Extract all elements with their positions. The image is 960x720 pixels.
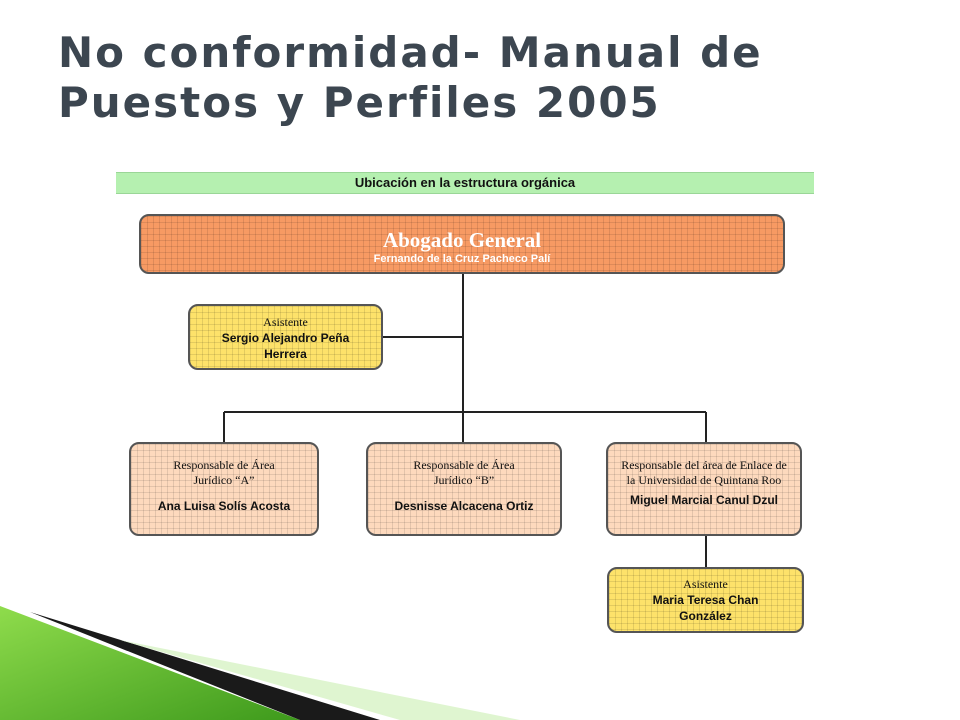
area-b-name: Desnisse Alcacena Ortiz xyxy=(394,499,534,513)
enlace-role: Responsable del área de Enlace de la Universidad de Quintana Roo xyxy=(621,458,787,487)
enlace-name: Miguel Marcial Canul Dzul xyxy=(629,493,779,507)
area-a-name: Ana Luisa Solís Acosta xyxy=(157,499,291,513)
assistant-role: Asistente xyxy=(263,315,308,329)
head-name: Fernando de la Cruz Pacheco Palí xyxy=(373,253,551,265)
area-b-role: Responsable de Área Jurídico “B” xyxy=(413,458,515,487)
head-role: Abogado General xyxy=(382,228,542,252)
assistant-enlace-role: Asistente xyxy=(683,577,728,591)
assistant-name: Sergio Alejandro Peña Herrera xyxy=(221,331,350,361)
area-a-role: Responsable de Área Jurídico “A” xyxy=(173,458,275,487)
slide-title: No conformidad- Manual de Puestos y Perfiles 2005 xyxy=(58,28,763,127)
chart-header: Ubicación en la estructura orgánica xyxy=(116,172,814,194)
assistant-enlace-name: Maria Teresa Chan González xyxy=(652,593,759,623)
